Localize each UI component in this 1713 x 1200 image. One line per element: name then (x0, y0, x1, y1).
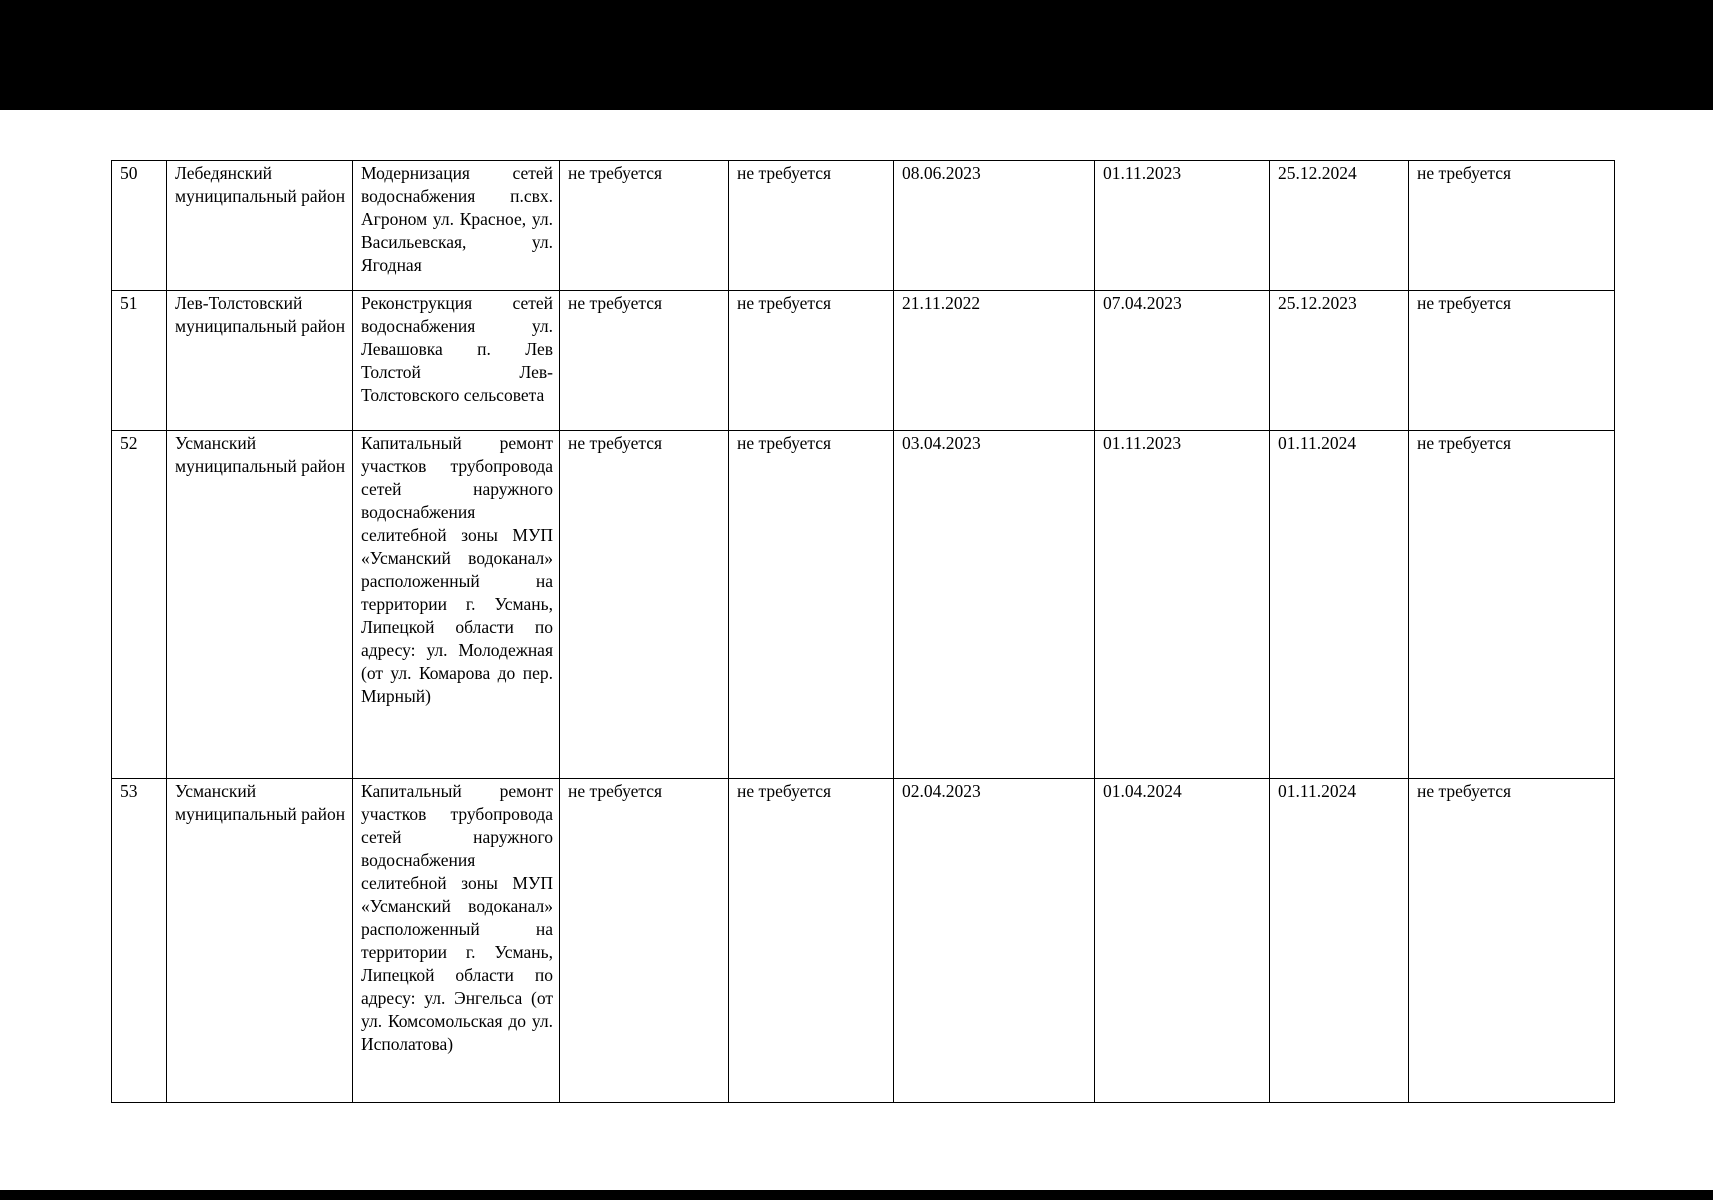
table-row (112, 431, 1615, 779)
projects-table (111, 160, 1615, 1103)
district-cell: Лев-Толстовский муниципальный район (167, 291, 353, 431)
date-cell: 07.04.2023 (1095, 291, 1270, 431)
row-number: 53 (112, 779, 167, 1103)
date-cell: 21.11.2022 (894, 291, 1095, 431)
scan-top-border (0, 0, 1713, 110)
table-row (112, 291, 1615, 431)
date-cell: 01.11.2023 (1095, 161, 1270, 291)
date-cell: 01.04.2024 (1095, 779, 1270, 1103)
object-description-cell: Капитальный ремонт участков трубопровода сетей наружного водоснабжения селитебной зоны МУП «Усманский водоканал» расположенный на территории г. Усмань, Липецкой области по адресу: ул. Молодежная (от ул. Комарова до пер. Мирный) (353, 431, 560, 779)
object-description-cell: Капитальный ремонт участков трубопровода сетей наружного водоснабжения селитебной зоны МУП «Усманский водоканал» расположенный на территории г. Усмань, Липецкой области по адресу: ул. Энгельса (от ул. Комсомольская до ул. Исполатова) (353, 779, 560, 1103)
object-description-cell: Модернизация сетей водоснабжения п.свх. Агроном ул. Красное, ул. Васильевская, ул. Ягодная (353, 161, 560, 291)
requirement-cell: не требуется (729, 161, 894, 291)
requirement-cell: не требуется (1409, 291, 1615, 431)
date-cell: 01.11.2024 (1270, 779, 1409, 1103)
scan-bottom-border (0, 1190, 1713, 1200)
requirement-cell: не требуется (729, 779, 894, 1103)
date-cell: 03.04.2023 (894, 431, 1095, 779)
district-cell: Лебедянский муниципальный район (167, 161, 353, 291)
date-cell: 25.12.2024 (1270, 161, 1409, 291)
requirement-cell: не требуется (729, 431, 894, 779)
district-cell: Усманский муниципальный район (167, 431, 353, 779)
row-number: 52 (112, 431, 167, 779)
date-cell: 01.11.2023 (1095, 431, 1270, 779)
requirement-cell: не требуется (1409, 779, 1615, 1103)
date-cell: 01.11.2024 (1270, 431, 1409, 779)
district-cell: Усманский муниципальный район (167, 779, 353, 1103)
requirement-cell: не требуется (729, 291, 894, 431)
requirement-cell: не требуется (1409, 431, 1615, 779)
date-cell: 02.04.2023 (894, 779, 1095, 1103)
requirement-cell: не требуется (1409, 161, 1615, 291)
date-cell: 08.06.2023 (894, 161, 1095, 291)
table-row (112, 779, 1615, 1103)
requirement-cell: не требуется (560, 291, 729, 431)
requirement-cell: не требуется (560, 431, 729, 779)
object-description-cell: Реконструкция сетей водоснабжения ул. Левашовка п. Лев Толстой Лев-Толстовского сельсовета (353, 291, 560, 431)
requirement-cell: не требуется (560, 161, 729, 291)
date-cell: 25.12.2023 (1270, 291, 1409, 431)
requirement-cell: не требуется (560, 779, 729, 1103)
table-row (112, 161, 1615, 291)
row-number: 51 (112, 291, 167, 431)
row-number: 50 (112, 161, 167, 291)
